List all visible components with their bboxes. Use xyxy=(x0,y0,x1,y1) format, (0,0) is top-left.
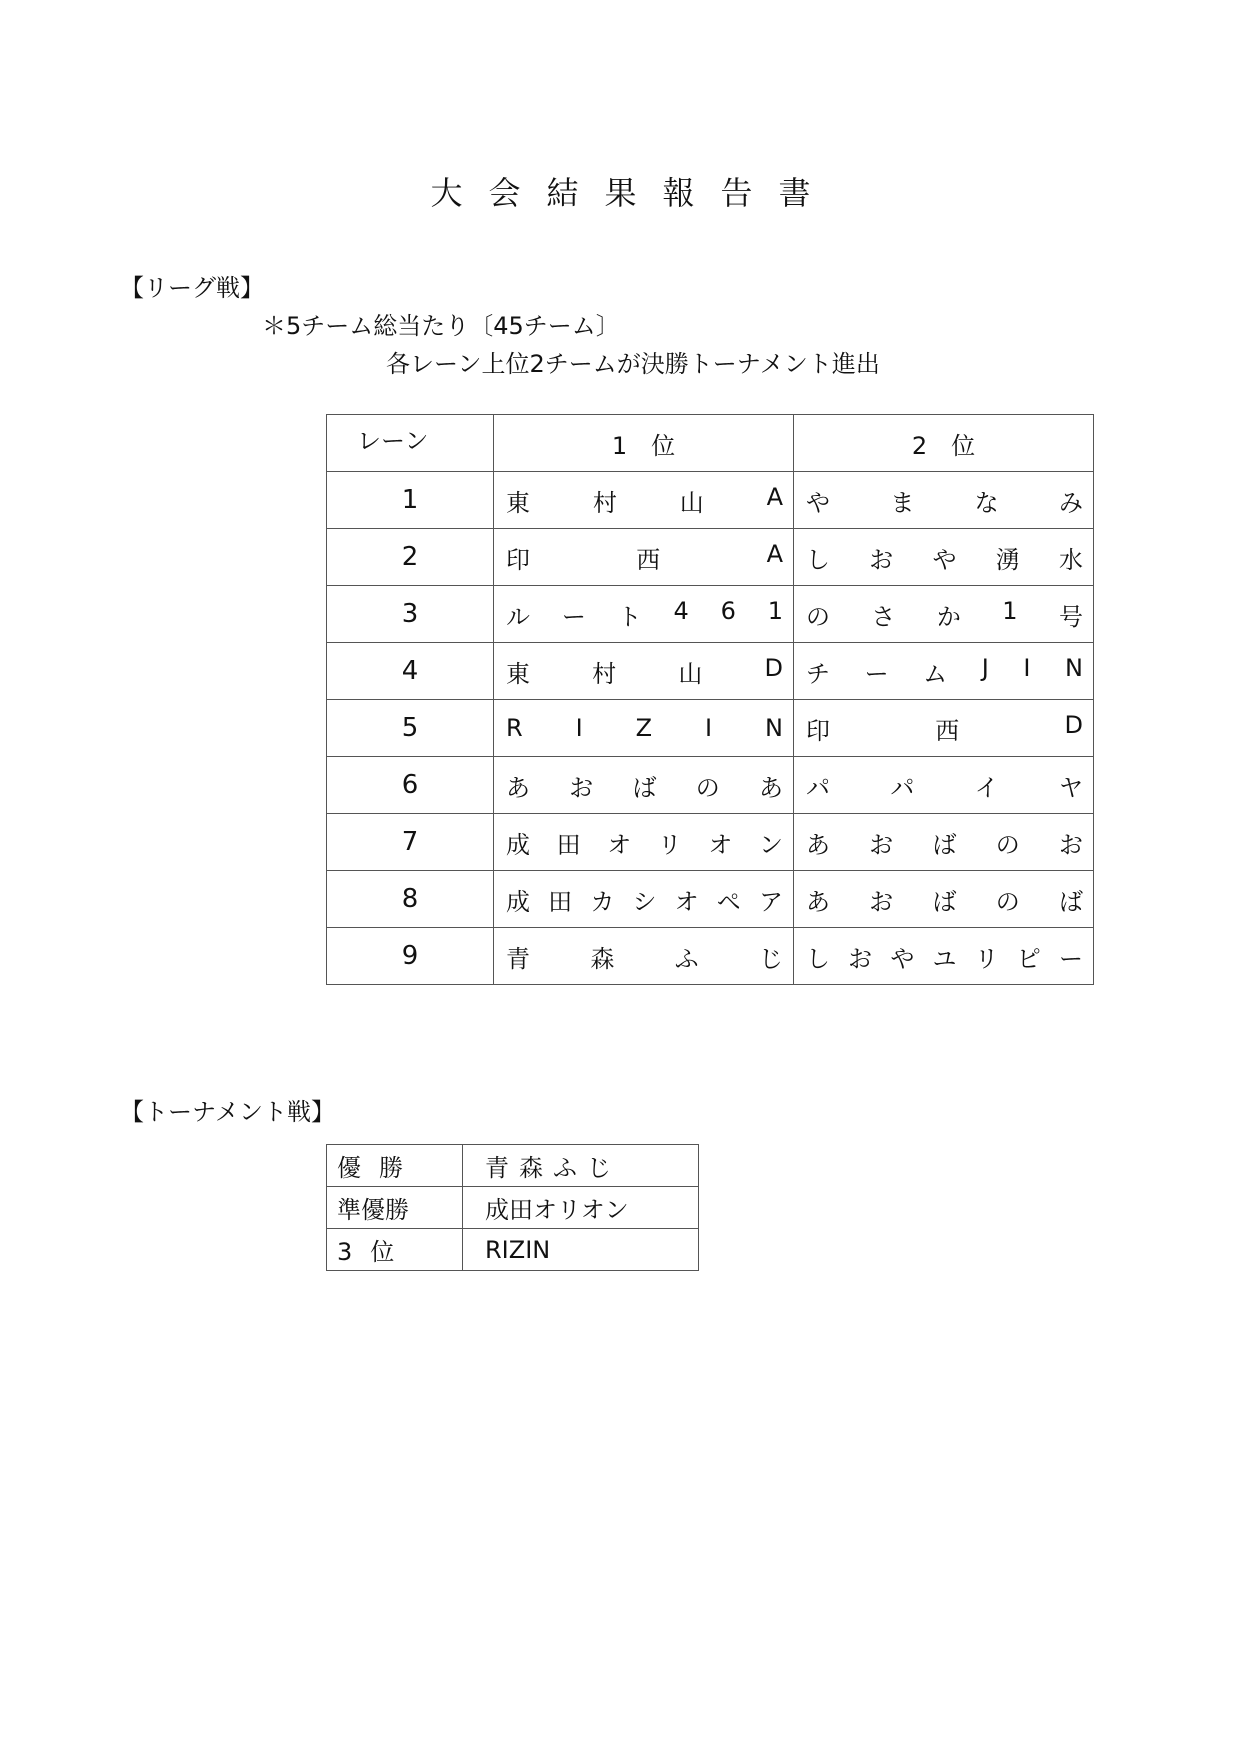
team-name: ル ー ト 4 6 1 xyxy=(506,596,783,631)
table-row xyxy=(327,1145,699,1187)
lane-number: 6 xyxy=(327,757,494,814)
team-name: 東 村 山 A xyxy=(506,482,783,517)
table-row xyxy=(327,871,1094,928)
second-place-team xyxy=(794,814,1094,871)
table-row xyxy=(327,529,1094,586)
lane-number: 3 xyxy=(327,586,494,643)
second-place-team xyxy=(794,529,1094,586)
team-name: 青 森 ふ じ xyxy=(506,944,783,973)
second-place-team xyxy=(794,643,1094,700)
team-name: R I Z I N xyxy=(506,714,783,742)
team-name: 成 田 オ リ オ ン xyxy=(506,830,783,859)
table-row xyxy=(327,700,1094,757)
placement-team: RIZIN xyxy=(463,1229,699,1271)
team-name: 東 村 山 D xyxy=(506,653,783,688)
table-header-row xyxy=(327,415,1094,472)
second-place-team xyxy=(794,757,1094,814)
first-place-team xyxy=(494,472,794,529)
team-name: あ お ば の あ xyxy=(506,773,783,802)
table-row xyxy=(327,472,1094,529)
document-title: 大会結果報告書 xyxy=(430,174,837,212)
table-row xyxy=(327,586,1094,643)
tournament-results-table xyxy=(326,1144,699,1271)
second-place-team xyxy=(794,700,1094,757)
team-name: 印 西 D xyxy=(806,710,1083,745)
header-first-place: 1位 xyxy=(494,415,794,472)
table-row xyxy=(327,814,1094,871)
lane-number: 1 xyxy=(327,472,494,529)
first-place-team xyxy=(494,871,794,928)
team-name: チ ー ム J I N xyxy=(806,653,1083,688)
league-results-table xyxy=(326,414,1094,985)
team-name: し お や ユ リ ピ ー xyxy=(806,944,1083,973)
first-place-team xyxy=(494,586,794,643)
lane-number: 5 xyxy=(327,700,494,757)
team-name: あ お ば の お xyxy=(806,830,1083,859)
lane-number: 2 xyxy=(327,529,494,586)
team-name: し お や 湧 水 xyxy=(806,545,1083,574)
first-place-team xyxy=(494,814,794,871)
lane-number: 9 xyxy=(327,928,494,985)
team-name: や ま な み xyxy=(806,488,1083,517)
team-name: あ お ば の ば xyxy=(806,887,1083,916)
placement-label: 準優勝 xyxy=(327,1187,463,1229)
second-place-team xyxy=(794,928,1094,985)
team-name: 印 西 A xyxy=(506,539,783,574)
league-format-note: ＊5チーム総当たり〔45チーム〕 xyxy=(262,312,620,340)
header-second-place: 2位 xyxy=(794,415,1094,472)
table-row xyxy=(327,643,1094,700)
placement-team: 成田オリオン xyxy=(463,1187,699,1229)
second-place-team xyxy=(794,586,1094,643)
second-place-team xyxy=(794,871,1094,928)
first-place-team xyxy=(494,928,794,985)
lane-number: 8 xyxy=(327,871,494,928)
team-name: の さ か 1 号 xyxy=(806,596,1083,631)
table-row xyxy=(327,1229,699,1271)
placement-label: 優勝 xyxy=(327,1145,463,1187)
team-name: パ パ イ ヤ xyxy=(806,773,1083,802)
table-row xyxy=(327,757,1094,814)
first-place-team xyxy=(494,643,794,700)
first-place-team xyxy=(494,529,794,586)
first-place-team xyxy=(494,757,794,814)
table-row xyxy=(327,928,1094,985)
league-heading: 【リーグ戦】 xyxy=(120,274,264,302)
first-place-team xyxy=(494,700,794,757)
league-advance-note: 各レーン上位2チームが決勝トーナメント進出 xyxy=(386,350,880,378)
table-row xyxy=(327,1187,699,1229)
second-place-team xyxy=(794,472,1094,529)
placement-label: 3位 xyxy=(327,1229,463,1271)
header-lane: レーン xyxy=(327,415,494,472)
lane-number: 4 xyxy=(327,643,494,700)
placement-team: 青森ふじ xyxy=(463,1145,699,1187)
team-name: 成 田 カ シ オ ペ ア xyxy=(506,887,783,916)
lane-number: 7 xyxy=(327,814,494,871)
tournament-heading: 【トーナメント戦】 xyxy=(120,1098,336,1126)
